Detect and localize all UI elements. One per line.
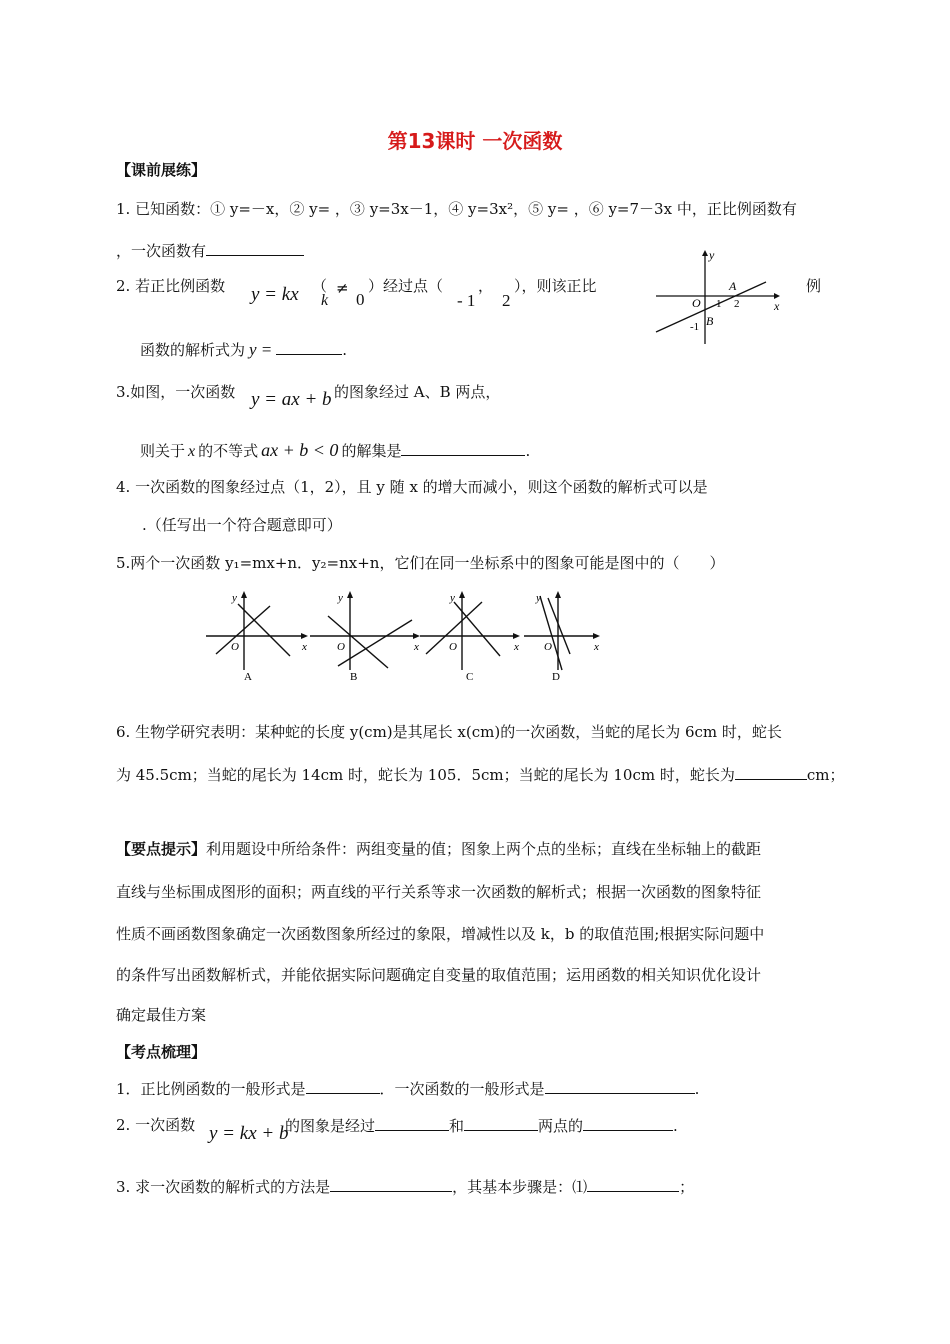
q3-through-ab: 的图象经过 A、B 两点， <box>334 383 501 401</box>
q2-continued-char: 例 <box>806 277 822 295</box>
exam-point-2-rest <box>285 1115 678 1136</box>
q3-equation: y = ax + b <box>251 389 332 410</box>
fig-label-x: x <box>774 299 780 313</box>
k1-direct-form-label: 1．正比例函数的一般形式是 <box>116 1080 306 1098</box>
q2-equation: y = kx <box>251 284 299 305</box>
k3-steps-label: ，其基本步骤是：⑴ <box>452 1178 588 1196</box>
option-c-label-x: x <box>514 641 519 653</box>
fig-label-b: B <box>706 314 714 328</box>
option-b-graph <box>310 591 420 683</box>
answer-blank[interactable] <box>583 1115 673 1131</box>
q3-inequality: ax + b < 0 <box>261 440 339 460</box>
q1-linear-label: 一次函数有 <box>131 242 207 260</box>
option-b-label: B <box>350 671 358 683</box>
option-a-label-o: O <box>231 641 239 653</box>
q6-text: 为 45.5cm；当蛇的尾长为 14cm 时，蛇长为 105．5cm；当蛇的尾长为 10cm 时，蛇长为 <box>116 766 735 784</box>
question-4-line-1: 4. 一次函数的图象经过点（1，2），且 y 随 x 的增大而减小，则这个函数的解析式可以是 <box>116 478 708 496</box>
question-6-line-1: 6. 生物学研究表明：某种蛇的长度 y(cm)是其尾长 x(cm)的一次函数，当蛇的尾长为 6cm 时，蛇长 <box>116 723 782 741</box>
question-5-text: 5.两个一次函数 y₁=mx+n．y₂=nx+n，它们在同一坐标系中的图象可能是图中的（ ） <box>116 554 725 572</box>
answer-blank[interactable] <box>306 1078 380 1094</box>
exam-point-2-label: 2. 一次函数 <box>116 1116 196 1134</box>
q2-not-equal: ≠ <box>336 279 349 297</box>
option-d-label-o: O <box>544 641 552 653</box>
q3-solution-label: 的解集是 <box>341 442 402 460</box>
question-2-text: 2. 若正比例函数 <box>116 277 226 295</box>
q3-inequality-label: 的不等式 <box>198 442 259 460</box>
option-a-label-x: x <box>302 641 307 653</box>
answer-blank[interactable] <box>330 1176 452 1192</box>
option-d-label: D <box>552 671 560 683</box>
q2-point-x: - 1 <box>457 291 476 310</box>
y-axis-arrow <box>702 250 708 256</box>
q2-paren-open: （ <box>312 277 328 295</box>
option-d-label-y: y <box>536 592 541 604</box>
q5-figures <box>198 588 610 686</box>
q2-y-equals: y = <box>249 340 273 359</box>
key-points-line-1 <box>116 839 761 859</box>
exam-point-1 <box>116 1078 699 1099</box>
answer-blank[interactable] <box>375 1115 449 1131</box>
k2-period: . <box>673 1117 678 1135</box>
answer-blank[interactable] <box>464 1115 538 1131</box>
fig-label-origin: O <box>692 296 701 310</box>
option-a-label-y: y <box>232 592 237 604</box>
q2-k: k <box>321 292 329 309</box>
question-2-line-2 <box>140 339 347 360</box>
fig-label-minus1: -1 <box>690 321 700 333</box>
section-heading-key-points: 【要点提示】 <box>116 840 207 858</box>
option-b-label-x: x <box>414 641 419 653</box>
option-d-graph <box>524 591 600 683</box>
answer-blank[interactable] <box>545 1078 695 1094</box>
q2-zero: 0 <box>356 290 365 309</box>
option-c-label: C <box>466 671 474 683</box>
k2-equation: y = kx + b <box>209 1123 289 1144</box>
option-c-label-o: O <box>449 641 457 653</box>
answer-blank[interactable] <box>401 440 525 456</box>
answer-blank[interactable] <box>276 339 342 355</box>
option-c-graph <box>420 591 520 683</box>
question-4-line-2: .（任写出一个符合题意即可） <box>142 516 342 534</box>
page-title: 第13课时 一次函数 <box>387 129 563 153</box>
key-points-text-1: 利用题设中所给条件：两组变量的值；图象上两个点的坐标；直线在坐标轴上的截距 <box>206 840 762 858</box>
key-points-line-3: 性质不画函数图象确定一次函数图象所经过的象限，增减性以及 k，b 的取值范围;根据实际问题中 <box>116 925 765 943</box>
answer-blank[interactable] <box>587 1176 679 1192</box>
q2-then-text: ），则该正比 <box>514 277 597 295</box>
k1-linear-form-label: ．一次函数的一般形式是 <box>379 1080 545 1098</box>
fig-label-y: y <box>709 248 715 262</box>
k2-through-label: 的图象是经过 <box>285 1117 376 1135</box>
q2-point-y: 2 <box>502 291 511 310</box>
k2-and: 和 <box>449 1117 465 1135</box>
question-3-text: 3.如图，一次函数 <box>116 383 236 401</box>
question-1-line-1: 1. 已知函数：① y=－x，② y= ，③ y=3x－1，④ y=3x²，⑤ y= ，⑥ y=7－3x 中，正比例函数有 <box>116 200 797 218</box>
q3-period: . <box>525 442 531 460</box>
k3-method-label: 3. 求一次函数的解析式的方法是 <box>116 1178 331 1196</box>
key-points-line-5: 确定最佳方案 <box>116 1006 207 1024</box>
q3-figure <box>650 246 790 346</box>
q2-analytic-label: 函数的解析式为 <box>140 341 246 359</box>
q1-comma: ， <box>116 242 132 260</box>
q3-variable-x: x <box>188 443 196 460</box>
question-3-line-2 <box>140 440 530 462</box>
q2-point-comma: ， <box>478 277 494 295</box>
question-1-line-2 <box>116 240 304 261</box>
q2-period: . <box>342 341 348 359</box>
q3-regarding: 则关于 <box>140 442 186 460</box>
option-a-graph <box>206 591 308 683</box>
option-b-label-o: O <box>337 641 345 653</box>
k1-period: . <box>694 1080 700 1098</box>
section-heading-pre-exercise: 【课前展练】 <box>116 161 207 179</box>
answer-blank[interactable] <box>206 240 304 256</box>
k3-semicolon: ； <box>679 1178 695 1196</box>
option-c-label-y: y <box>450 592 455 604</box>
option-d-label-x: x <box>594 641 599 653</box>
section-heading-exam-points: 【考点梳理】 <box>116 1043 207 1061</box>
fig-label-a: A <box>729 279 737 293</box>
fig-label-1: 1 <box>716 298 722 310</box>
q2-through-point: ）经过点（ <box>368 277 444 295</box>
q6-unit: cm； <box>806 766 845 784</box>
key-points-line-4: 的条件写出函数解析式，并能依据实际问题确定自变量的取值范围；运用函数的相关知识优化设计 <box>116 966 762 984</box>
answer-blank[interactable] <box>735 764 807 780</box>
key-points-line-2: 直线与坐标围成图形的面积；两直线的平行关系等求一次函数的解析式；根据一次函数的图象特征 <box>116 883 762 901</box>
exam-point-3 <box>116 1176 694 1197</box>
fig-label-2: 2 <box>734 298 740 310</box>
question-6-line-2 <box>116 764 844 785</box>
option-b-label-y: y <box>338 592 343 604</box>
option-a-label: A <box>244 671 252 683</box>
k2-two-points: 两点的 <box>538 1117 584 1135</box>
